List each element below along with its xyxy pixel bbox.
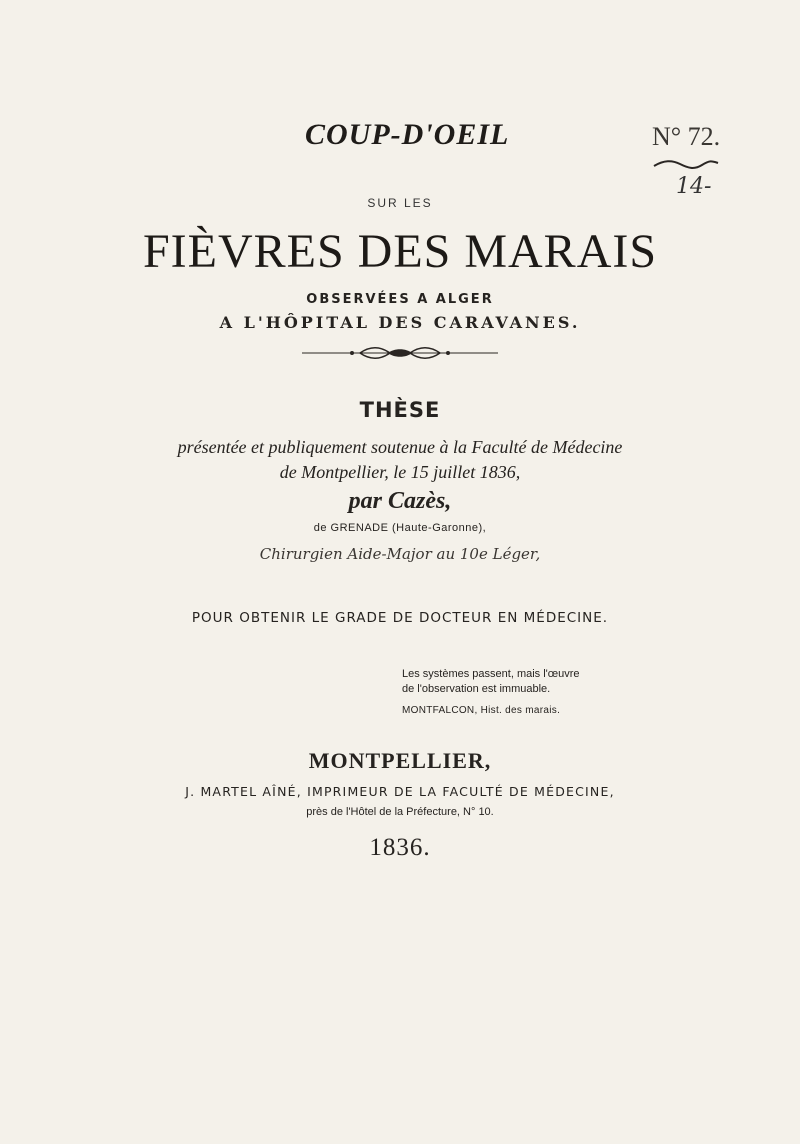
imprint-year: 1836. [369,834,431,861]
author-origin: de GRENADE (Haute-Garonne), [313,522,487,534]
ornamental-rule-icon [300,346,500,360]
main-title: FIÈVRES DES MARAIS [142,225,658,278]
imprint-printer: J. MARTEL AÎNÉ, IMPRIMEUR DE LA FACULTÉ DE MÉDECINE, [185,784,615,799]
epigraph [402,667,580,718]
imprint-address: près de l'Hôtel de la Préfecture, N° 10. [306,806,494,818]
these-heading: THÈSE [359,398,441,422]
subtitle-observees: OBSERVÉES A ALGER [306,292,494,307]
sur-les-label: SUR LES [367,196,433,210]
epigraph-line-2: de l'observation est immuable. [402,683,551,695]
handwritten-note: 14- [676,174,712,199]
handwritten-underline-icon [650,158,720,172]
epigraph-line-1: Les systèmes passent, mais l'œuvre [402,668,580,680]
these-line-1: présentée et publiquement soutenue à la Faculté de Médecine [177,437,623,457]
author-name: par Cazès, [348,488,452,514]
epigraph-source: MONTFALCON, Hist. des marais. [402,705,561,716]
imprint-city: MONTPELLIER, [308,748,492,773]
these-line-2: de Montpellier, le 15 juillet 1836, [279,462,521,482]
degree-purpose: POUR OBTENIR LE GRADE DE DOCTEUR EN MÉDECINE. [191,610,609,626]
title-coup-doeil: COUP-D'OEIL [305,118,510,151]
subtitle-hopital: A L'HÔPITAL DES CARAVANES. [219,313,581,332]
catalog-number: N° 72. [652,122,721,151]
author-rank: Chirurgien Aide-Major au 10e Léger, [259,545,541,563]
